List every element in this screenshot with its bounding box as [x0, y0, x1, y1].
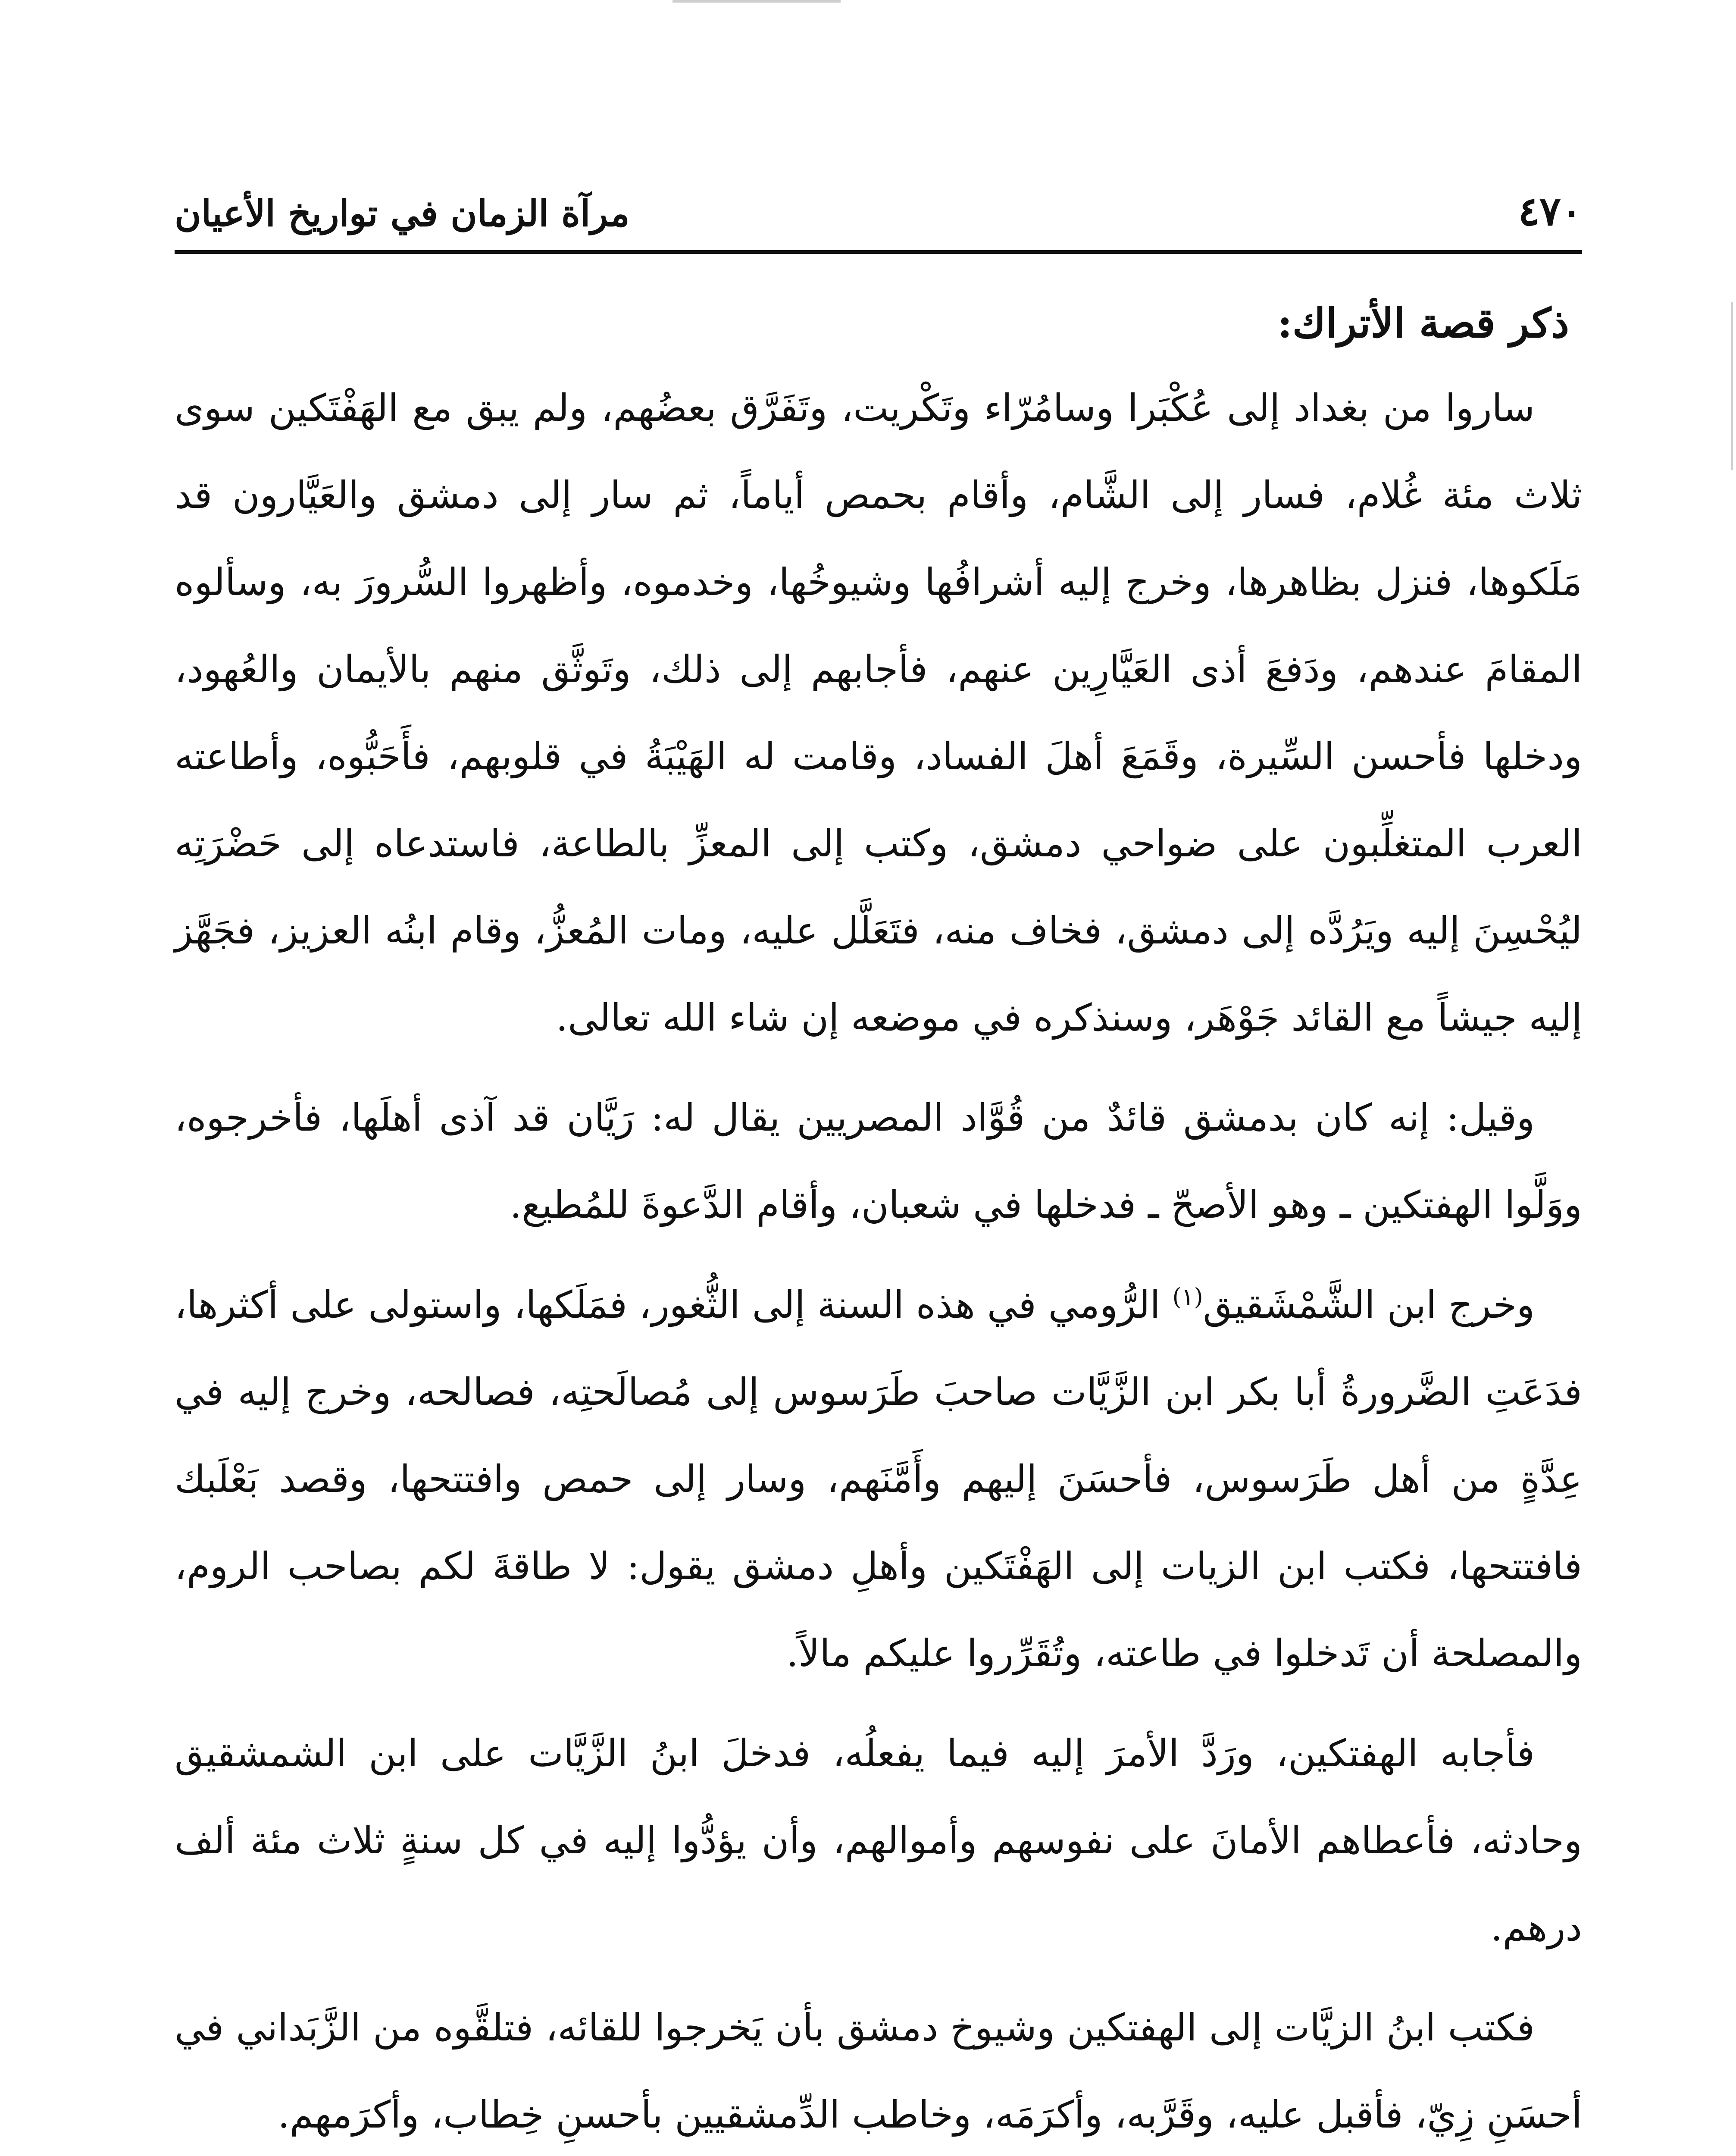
footnote-reference: (١) [1172, 1283, 1203, 1310]
paragraph-text: وخرج ابن الشَّمْشَقيق [1203, 1283, 1535, 1327]
paragraph: ساروا من بغداد إلى عُكْبَرا وسامُرّاء وتَكْريت، وتَفَرَّق بعضُهم، ولم يبق مع الهَفْتَكين سوى ثلاث مئة غُلام، فسار إلى الشَّام، وأقام بحمص أياماً، ثم سار إلى دمشق والعَيَّارون قد مَلَكوها، فنزل بظاهرها، وخرج إليه أشرافُها وشيوخُها، وخدموه، وأظهروا السُّرورَ به، وسألوه المقامَ عندهم، ودَفعَ أذى العَيَّارِين عنهم، فأجابهم إلى ذلك، وتَوثَّق منهم بالأيمان والعُهود، ودخلها فأحسن السِّيرة، وقَمَعَ أهلَ الفساد، وقامت له الهَيْبَةُ في قلوبهم، فأَحَبُّوه، وأطاعته العرب المتغلِّبون على ضواحي دمشق، وكتب إلى المعزِّ بالطاعة، فاستدعاه إلى حَضْرَتِه ليُحْسِنَ إليه ويَرُدَّه إلى دمشق، فخاف منه، فتَعَلَّل عليه، ومات المُعزُّ، وقام ابنُه العزيز، فجَهَّز إليه جيشاً مع القائد جَوْهَر، وسنذكره في موضعه إن شاء الله تعالى. [175, 386, 1582, 1040]
paragraph: فكتب ابنُ الزيَّات إلى الهفتكين وشيوخ دمشق بأن يَخرجوا للقائه، فتلقَّوه من الزَّبَداني في أحسَنِ زِيّ، فأقبل عليه، وقَرَّبه، وأكرَمَه، وخاطب الدِّمشقيين بأحسنِ خِطاب، وأكرَمهم. [175, 2006, 1582, 2137]
section-heading: ذكر قصة الأتراك: [1277, 300, 1569, 347]
header-divider [175, 250, 1582, 254]
page-header [175, 177, 1582, 254]
scan-edge-mark [673, 0, 841, 3]
main-text [175, 287, 1582, 2156]
paragraph: وقيل: إنه كان بدمشق قائدٌ من قُوَّاد المصريين يقال له: رَيَّان قد آذى أهلَها، فأخرجوه، ووَلَّوا الهفتكين ـ وهو الأصحّ ـ فدخلها في شعبان، وأقام الدَّعوةَ للمُطيع. [175, 1096, 1582, 1227]
paragraph [175, 1261, 1582, 1697]
running-title: مرآة الزمان في تواريخ الأعيان [175, 192, 630, 235]
paragraph: فأجابه الهفتكين، ورَدَّ الأمرَ إليه فيما يفعلُه، فدخلَ ابنُ الزَّيَّات على ابن الشمشقيق وحادثه، فأعطاهم الأمانَ على نفوسهم وأموالهم، وأن يؤدُّوا إليه في كل سنةٍ ثلاث مئة ألف درهم. [175, 1731, 1582, 1949]
scan-edge-mark [1731, 302, 1733, 470]
paragraph-text: الرُّومي في هذه السنة إلى الثُّغور، فمَلَكها، واستولى على أكثرها، فدَعَتِ الضَّرورةُ أبا بكر ابن الزَّيَّات صاحبَ طَرَسوس إلى مُصالَحتِه، فصالحه، وخرج إليه في عِدَّةٍ من أهل طَرَسوس، فأحسَنَ إليهم وأَمَّنَهم، وسار إلى حمص وافتتحها، وقصد بَعْلَبك فافتتحها، فكتب ابن الزيات إلى الهَفْتَكين وأهلِ دمشق يقول: لا طاقةَ لكم بصاحب الروم، والمصلحة أن تَدخلوا في طاعته، وتُقَرِّروا عليكم مالاً. [175, 1283, 1582, 1675]
page-number: ٤٧٠ [1518, 188, 1582, 235]
